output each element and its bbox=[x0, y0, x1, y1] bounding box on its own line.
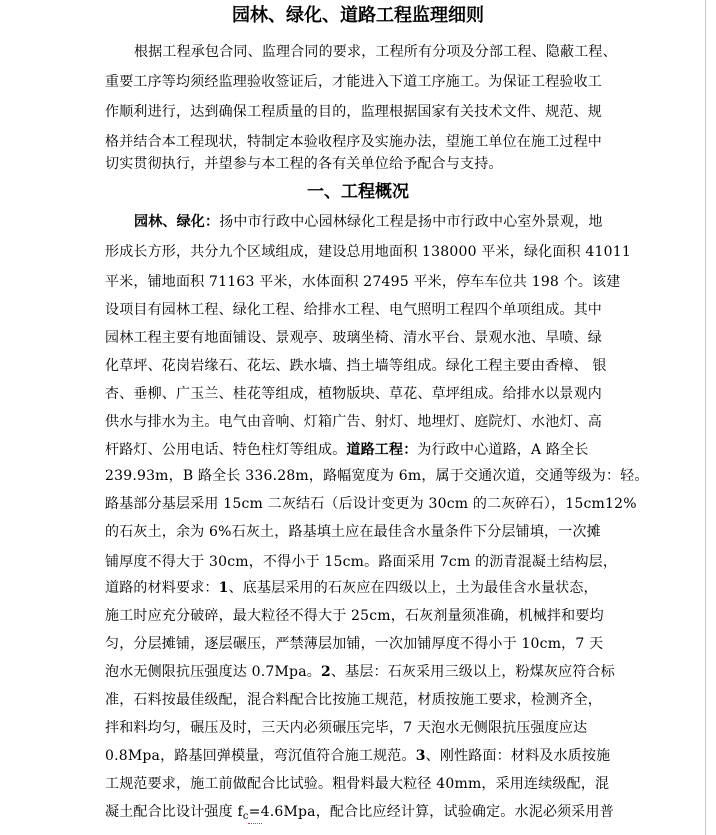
overview-text: 、刚性路面：材料及水质按施 bbox=[425, 748, 611, 764]
overview-text: 为行政中心道路，A 路全长 bbox=[417, 442, 589, 458]
item-number-1: 1 bbox=[218, 580, 229, 596]
overview-line-12: 的石灰土，余为 6%石灰土，路基填土应在最佳含水量条件下分层铺填，一次摊 bbox=[105, 524, 601, 540]
overview-line-1 bbox=[134, 212, 603, 232]
spellcheck-underline bbox=[248, 820, 262, 824]
overview-line-9 bbox=[105, 440, 589, 460]
overview-line-17 bbox=[105, 662, 615, 682]
overview-line-18: 准，石料按最佳级配，混合料配合比按施工规范，材质按施工要求，检测齐全， bbox=[105, 692, 602, 708]
overview-text: =4.6Mpa，配合比应经计算，试验确定。水泥必须采用普 bbox=[248, 804, 614, 820]
document-title: 园林、绿化、道路工程监理细则 bbox=[232, 5, 484, 26]
overview-line-13: 铺厚度不得大于 30cm，不得小于 15cm。路面采用 7cm 的沥青混凝土结构层， bbox=[105, 554, 618, 570]
overview-text: 0.8Mpa，路基回弹模量，弯沉值符合施工规范。 bbox=[105, 748, 416, 764]
overview-label-road: 道路工程： bbox=[346, 442, 418, 458]
intro-line-2: 重要工序等均须经监理验收签证后，才能进入下道工序施工。为保证工程验收工 bbox=[105, 74, 602, 90]
overview-line-20 bbox=[105, 746, 610, 766]
intro-line-5: 切实贯彻执行，并望参与本工程的各有关单位给予配合与支持。 bbox=[105, 156, 503, 172]
overview-line-11: 路基部分基层采用 15cm 二灰结石（后设计变更为 30cm 的二灰碎石），15cm12% bbox=[105, 496, 637, 512]
intro-line-3: 作顺利进行，达到确保工程质量的目的，监理根据国家有关技术文件、规范、规 bbox=[105, 104, 602, 120]
section-heading-overview: 一、工程概况 bbox=[307, 182, 409, 202]
page-edge-divider bbox=[705, 0, 706, 835]
overview-text: 、底基层采用的石灰应在四级以上，土为最佳含水量状态， bbox=[228, 580, 598, 596]
overview-line-5: 园林工程主要有地面铺设、景观亭、玻璃坐椅、清水平台、景观水池、旱喷、绿 bbox=[105, 330, 602, 346]
overview-line-7: 杏、垂柳、广玉兰、桂花等组成，植物版块、草花、草坪组成。给排水以景观内 bbox=[105, 386, 602, 402]
overview-line-16: 匀，分层摊铺，逐层碾压，严禁薄层加铺，一次加铺厚度不得小于 10cm，7 天 bbox=[105, 636, 604, 652]
overview-text: 扬中市行政中心园林绿化工程是扬中市行政中心室外景观，地 bbox=[219, 214, 603, 230]
item-number-2: 2 bbox=[320, 664, 331, 680]
item-number-3: 3 bbox=[415, 748, 426, 764]
overview-line-6: 化草坪、花岗岩缘石、花坛、跌水墙、挡土墙等组成。绿化工程主要由香樟、 银 bbox=[105, 358, 607, 374]
overview-line-14 bbox=[105, 578, 598, 598]
overview-line-22 bbox=[105, 802, 614, 827]
overview-text: 、基层：石灰采用三级以上，粉煤灰应符合标 bbox=[330, 664, 615, 680]
intro-line-1: 根据工程承包合同、监理合同的要求，工程所有分项及分部工程、隐蔽工程、 bbox=[134, 44, 617, 60]
overview-line-2: 形成长方形，共分九个区域组成，建设总用地面积 138000 平米，绿化面积 41011 bbox=[105, 244, 631, 260]
overview-line-21: 工规范要求，施工前做配合比试验。粗骨料最大粒径 40mm，采用连续级配，混 bbox=[105, 776, 610, 792]
overview-text: 道路的材料要求： bbox=[105, 580, 219, 596]
overview-label-landscape: 园林、绿化： bbox=[134, 214, 220, 230]
overview-line-4: 设项目有园林工程、绿化工程、给排水工程、电气照明工程四个单项组成。其中 bbox=[105, 302, 602, 318]
intro-line-4: 格并结合本工程现状，特制定本验收程序及实施办法，望施工单位在施工过程中 bbox=[105, 134, 602, 150]
overview-line-15: 施工时应充分破碎，最大粒径不得大于 25cm，石灰剂量须准确，机械拌和要均 bbox=[105, 608, 604, 624]
subscript-c: c bbox=[242, 811, 249, 822]
overview-line-19: 拌和料均匀，碾压及时，三天内必须碾压完毕，7 天泡水无侧限抗压强度应达 bbox=[105, 720, 588, 736]
overview-line-8: 供水与排水为主。电气由音响、灯箱广告、射灯、地埋灯、庭院灯、水池灯、高 bbox=[105, 414, 602, 430]
overview-line-3: 平米，铺地面积 71163 平米，水体面积 27495 平米，停车车位共 198 个。该建 bbox=[105, 274, 621, 290]
overview-text: 泡水无侧限抗压强度达 0.7Mpa。 bbox=[105, 664, 321, 680]
overview-text: 凝土配合比设计强度 f bbox=[105, 804, 243, 820]
overview-text: 杆路灯、公用电话、特色柱灯等组成。 bbox=[105, 442, 347, 458]
overview-line-10: 239.93m，B 路全长 336.28m，路幅宽度为 6m，属于交通次道，交通等级为：轻。 bbox=[105, 468, 649, 484]
